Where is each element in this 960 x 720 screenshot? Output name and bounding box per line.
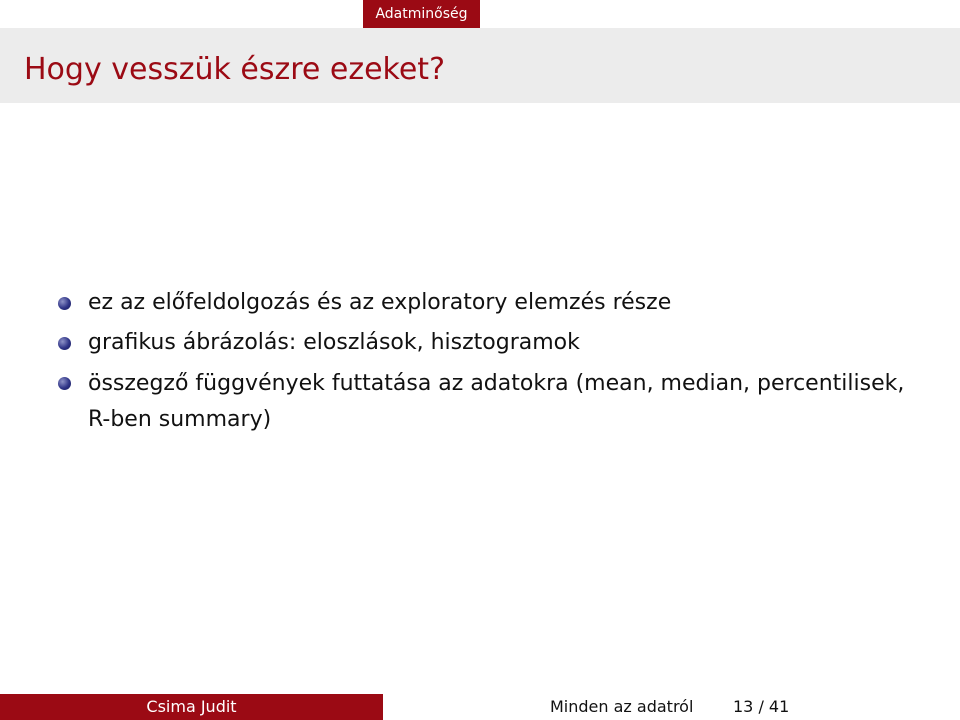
bullet-ball-icon: [58, 377, 71, 390]
page-number: 13 / 41: [733, 697, 790, 716]
bullet-item: [58, 366, 918, 438]
bullet-item: [58, 286, 918, 320]
bullet-ball-icon: [58, 297, 71, 310]
bullet-text: összegző függvények futtatása az adatokra (mean, median, percentilisek, R-ben summary): [88, 371, 905, 432]
footer-info: [383, 694, 960, 720]
bullet-ball-icon: [58, 337, 71, 350]
footer-title: Minden az adatról: [550, 697, 694, 716]
footer-author: Csima Judit: [0, 694, 383, 720]
bullet-text: grafikus ábrázolás: eloszlások, hisztogramok: [88, 330, 580, 355]
bullet-text: ez az előfeldolgozás és az exploratory elemzés része: [88, 290, 672, 315]
bullet-item: [58, 326, 918, 360]
frame-title: Hogy vesszük észre ezeket?: [24, 52, 445, 87]
footer: [0, 694, 960, 720]
top-navigation-bar: [0, 0, 960, 28]
bullet-list: [58, 286, 918, 444]
section-tab[interactable]: Adatminőség: [363, 0, 480, 28]
